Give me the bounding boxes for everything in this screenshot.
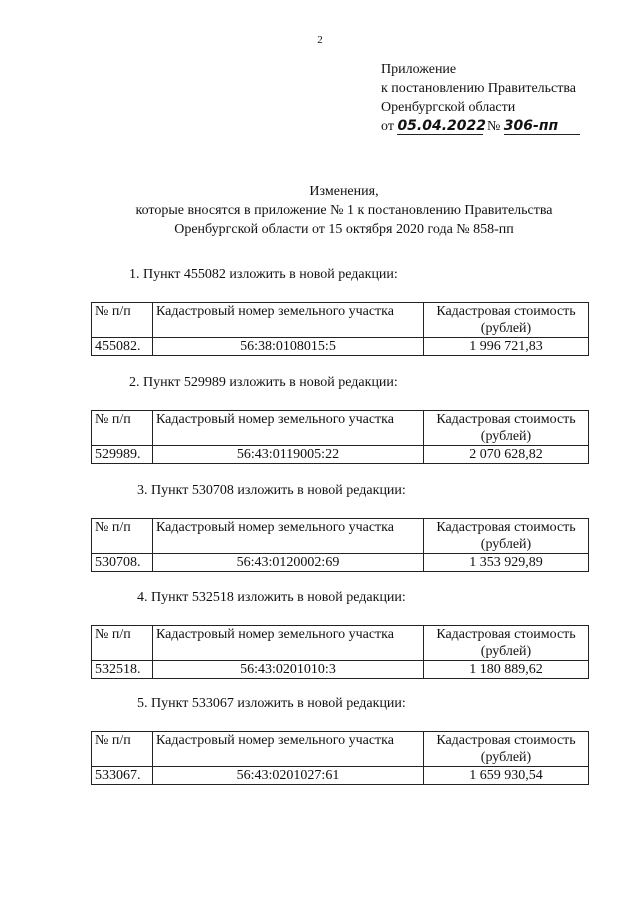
header-num: № п/п <box>92 303 153 338</box>
cell-value: 1 659 930,54 <box>424 767 589 785</box>
cell-cadastral: 56:43:0201027:61 <box>153 767 424 785</box>
cell-cadastral: 56:43:0201010:3 <box>153 661 424 679</box>
cell-value: 1 180 889,62 <box>424 661 589 679</box>
appendix-prefix: от <box>381 119 394 134</box>
appendix-line-1: Приложение <box>381 62 457 77</box>
page-number: 2 <box>317 34 323 46</box>
appendix-date-line <box>381 117 580 136</box>
header-cadastral: Кадастровый номер земельного участка <box>153 626 424 661</box>
document-title <box>0 182 640 239</box>
header-cadastral: Кадастровый номер земельного участка <box>153 411 424 446</box>
cell-value: 1 996 721,83 <box>424 338 589 356</box>
header-num: № п/п <box>92 732 153 767</box>
header-num: № п/п <box>92 519 153 554</box>
item-table <box>91 518 589 572</box>
header-value: Кадастровая стоимость (рублей) <box>424 303 589 338</box>
cell-value: 1 353 929,89 <box>424 554 589 572</box>
cell-num: 529989. <box>92 446 153 464</box>
appendix-line-2: к постановлению Правительства <box>381 81 577 96</box>
header-value: Кадастровая стоимость (рублей) <box>424 411 589 446</box>
cell-cadastral: 56:43:0119005:22 <box>153 446 424 464</box>
cell-num: 532518. <box>92 661 153 679</box>
item-table <box>91 410 589 464</box>
header-value: Кадастровая стоимость (рублей) <box>424 626 589 661</box>
cell-num: 533067. <box>92 767 153 785</box>
table-row <box>92 767 589 785</box>
table-header-row <box>92 626 589 661</box>
title-line-3: Оренбургской области от 15 октября 2020 года № 858-пп <box>174 222 514 237</box>
header-num: № п/п <box>92 626 153 661</box>
header-value: Кадастровая стоимость (рублей) <box>424 732 589 767</box>
item-table <box>91 302 589 356</box>
cell-num: 455082. <box>92 338 153 356</box>
handwritten-date: 05.04.2022 <box>397 118 487 134</box>
table-row <box>92 446 589 464</box>
table-header-row <box>92 519 589 554</box>
table-header-row <box>92 303 589 338</box>
item-heading: 4. Пункт 532518 изложить в новой редакции: <box>137 590 406 605</box>
table-row <box>92 338 589 356</box>
table-header-row <box>92 411 589 446</box>
appendix-block <box>381 60 580 136</box>
cell-value: 2 070 628,82 <box>424 446 589 464</box>
title-line-1: Изменения, <box>309 184 379 199</box>
cell-cadastral: 56:43:0120002:69 <box>153 554 424 572</box>
item-heading: 1. Пункт 455082 изложить в новой редакции: <box>129 267 398 282</box>
number-sign: № <box>486 119 501 134</box>
table-row <box>92 661 589 679</box>
header-cadastral: Кадастровый номер земельного участка <box>153 732 424 767</box>
handwritten-number: 306-пп <box>504 119 580 135</box>
header-num: № п/п <box>92 411 153 446</box>
cell-num: 530708. <box>92 554 153 572</box>
item-heading: 3. Пункт 530708 изложить в новой редакции: <box>137 483 406 498</box>
title-line-2: которые вносятся в приложение № 1 к постановлению Правительства <box>135 203 553 218</box>
item-heading: 2. Пункт 529989 изложить в новой редакции: <box>129 375 398 390</box>
header-value: Кадастровая стоимость (рублей) <box>424 519 589 554</box>
header-cadastral: Кадастровый номер земельного участка <box>153 303 424 338</box>
appendix-line-3: Оренбургской области <box>381 100 516 115</box>
item-heading: 5. Пункт 533067 изложить в новой редакции: <box>137 696 406 711</box>
item-table <box>91 625 589 679</box>
table-row <box>92 554 589 572</box>
cell-cadastral: 56:38:0108015:5 <box>153 338 424 356</box>
table-header-row <box>92 732 589 767</box>
header-cadastral: Кадастровый номер земельного участка <box>153 519 424 554</box>
item-table <box>91 731 589 785</box>
